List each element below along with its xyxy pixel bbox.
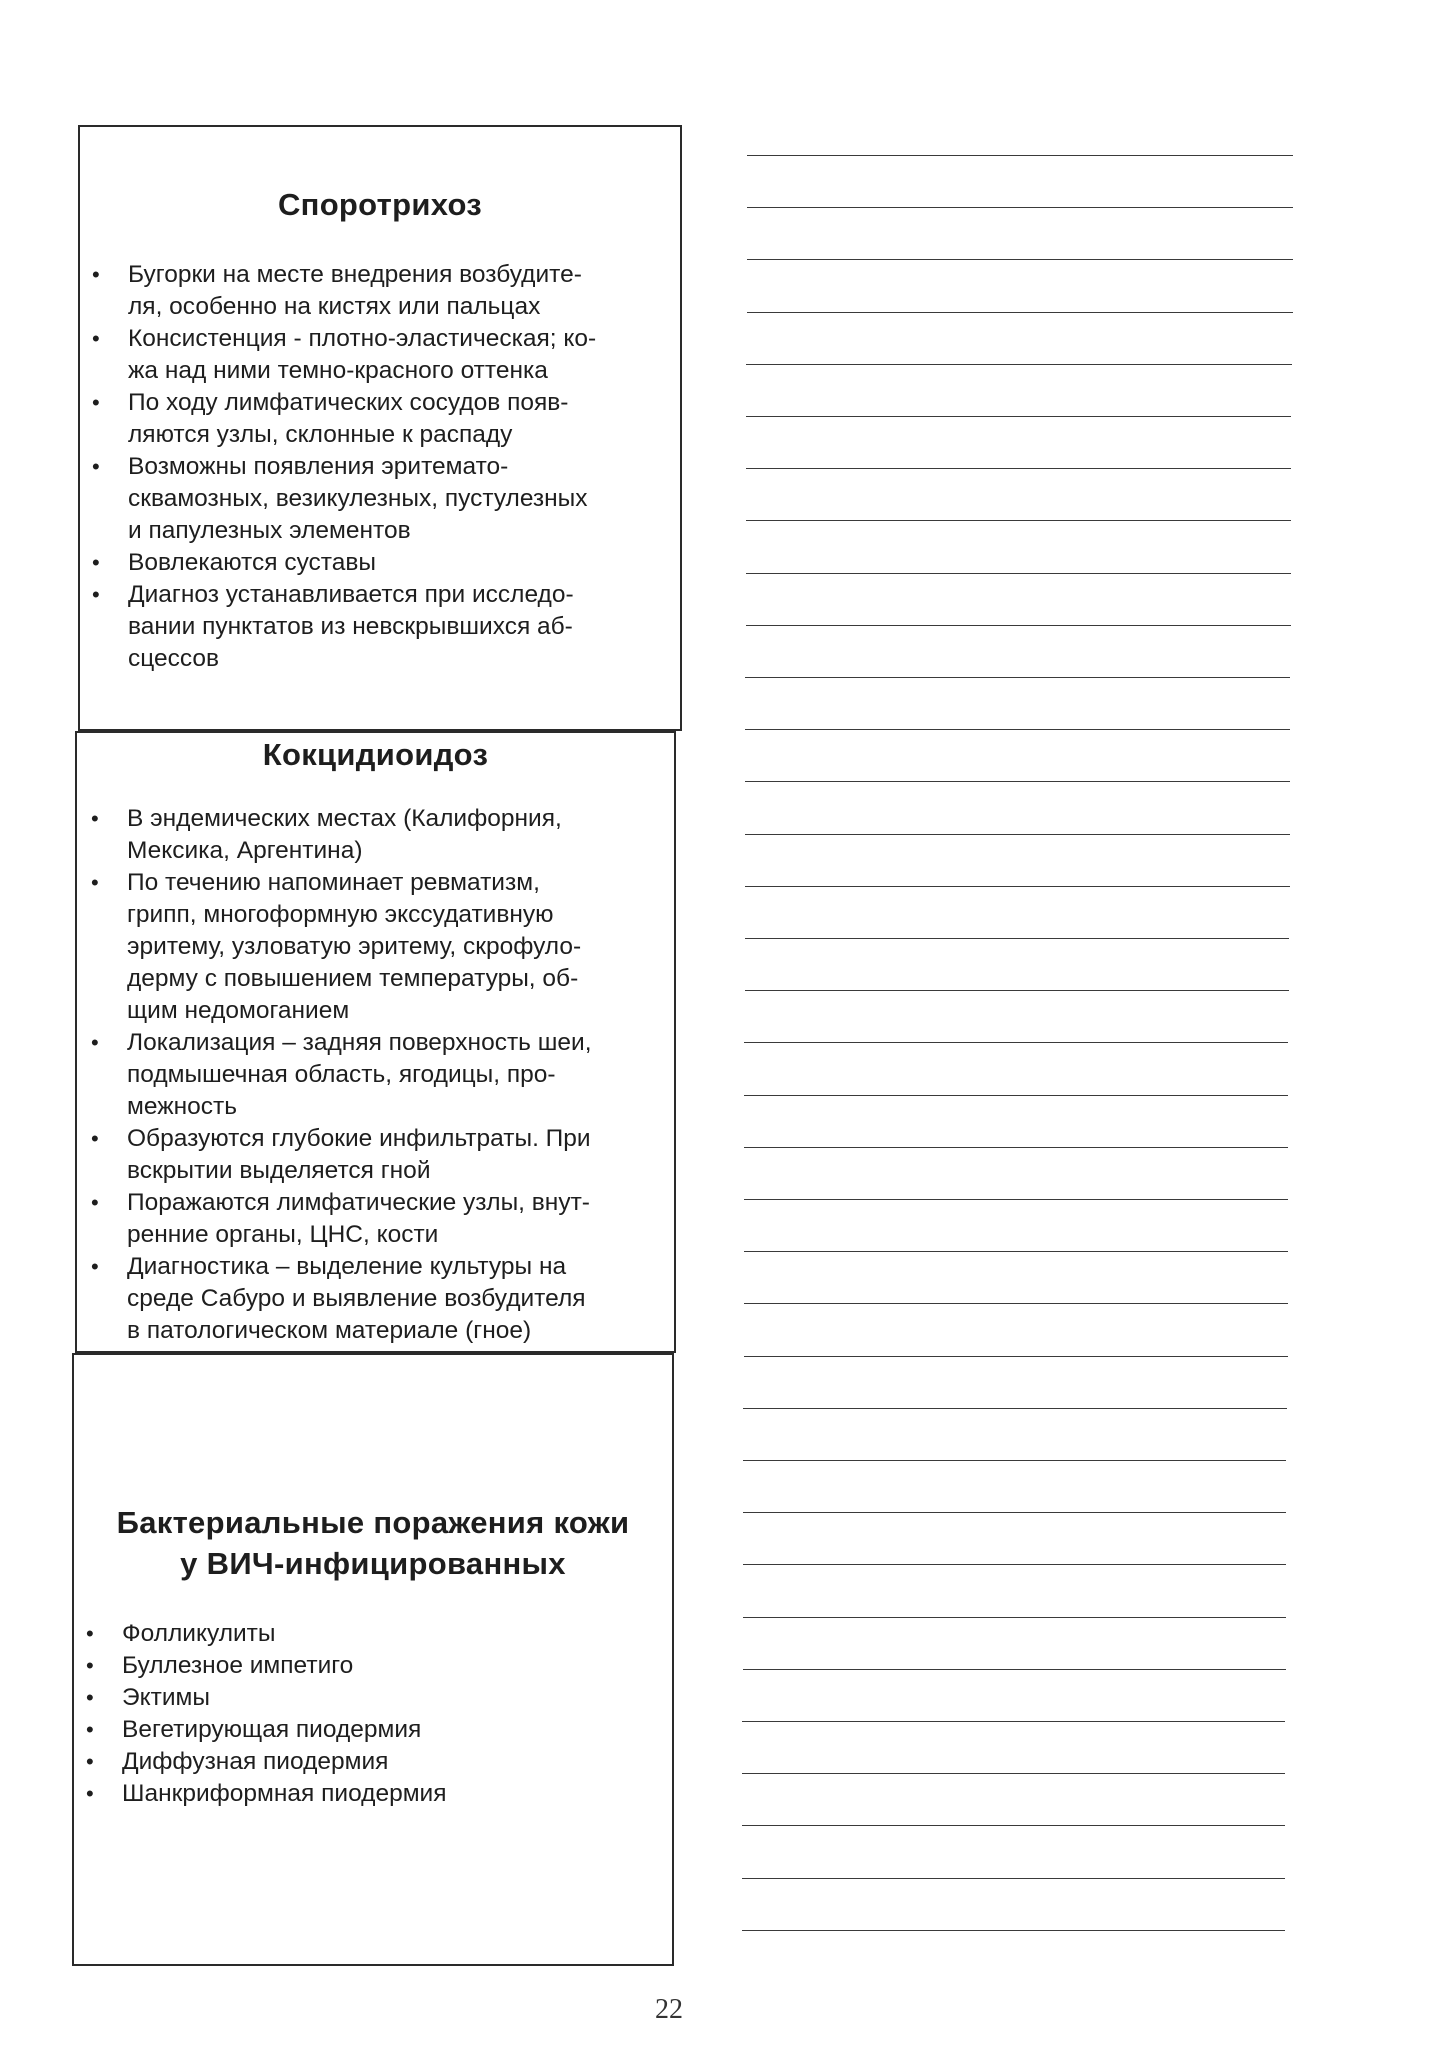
list-item-line: дерму с повышением температуры, об- xyxy=(127,965,579,992)
ruled-line xyxy=(745,677,1290,678)
list-item xyxy=(92,323,664,387)
ruled-line xyxy=(745,781,1290,782)
ruled-line xyxy=(746,364,1292,365)
list-item-line: По ходу лимфатических сосудов появ- xyxy=(128,389,569,416)
ruled-line xyxy=(746,573,1291,574)
section-title: Кокцидиоидоз xyxy=(262,737,489,772)
bullet-icon: • xyxy=(92,582,100,607)
bullet-list xyxy=(86,1618,658,1810)
list-item-line: Шанкриформная пиодермия xyxy=(122,1780,447,1807)
list-item xyxy=(92,579,664,675)
list-item-line: Вегетирующая пиодермия xyxy=(122,1716,422,1743)
list-item xyxy=(86,1682,658,1714)
list-item-line: Эктимы xyxy=(122,1684,210,1711)
ruled-line xyxy=(743,1512,1286,1513)
ruled-line xyxy=(746,520,1291,521)
list-item-line: Вовлекаются суставы xyxy=(128,549,377,576)
list-item xyxy=(92,387,664,451)
list-item-line: ля, особенно на кистях или пальцах xyxy=(128,293,541,320)
section-coccidioidomycosis xyxy=(75,731,676,1353)
list-item xyxy=(86,1746,658,1778)
list-item xyxy=(86,1618,658,1650)
bullet-icon: • xyxy=(86,1685,94,1710)
notes-ruled-lines xyxy=(745,0,1305,2050)
list-item-line: ляются узлы, склонные к распаду xyxy=(128,421,513,448)
ruled-line xyxy=(743,1669,1286,1670)
list-item-line: вскрытии выделяется гной xyxy=(127,1157,431,1184)
ruled-line xyxy=(744,1095,1288,1096)
list-item-line: межность xyxy=(127,1093,237,1120)
list-item-line: По течению напоминает ревматизм, xyxy=(127,869,540,896)
list-item-line: эритему, узловатую эритему, скрофуло- xyxy=(127,933,582,960)
list-item-line: Образуются глубокие инфильтраты. При xyxy=(127,1125,591,1152)
list-item-line: Буллезное импетиго xyxy=(122,1652,354,1679)
list-item xyxy=(91,803,663,867)
bullet-list xyxy=(91,803,663,1347)
list-item-line: Поражаются лимфатические узлы, внут- xyxy=(127,1189,590,1216)
ruled-line xyxy=(744,1042,1288,1043)
list-item-line: Возможны появления эритемато- xyxy=(128,453,509,480)
ruled-line xyxy=(743,1564,1286,1565)
ruled-line xyxy=(742,1878,1285,1879)
list-item xyxy=(92,451,664,547)
section-title-line: у ВИЧ-инфицированных xyxy=(180,1546,566,1581)
bullet-icon: • xyxy=(91,1254,99,1279)
list-item-line: в патологическом материале (гное) xyxy=(127,1317,532,1344)
bullet-icon: • xyxy=(86,1717,94,1742)
ruled-line xyxy=(745,834,1290,835)
bullet-icon: • xyxy=(91,870,99,895)
section-sporotrichosis xyxy=(78,125,682,731)
list-item-line: подмышечная область, ягодицы, про- xyxy=(127,1061,556,1088)
list-item-line: вании пунктатов из невскрывшихся аб- xyxy=(128,613,573,640)
section-title xyxy=(74,1502,672,1584)
list-item-line: Бугорки на месте внедрения возбудите- xyxy=(128,261,582,288)
bullet-icon: • xyxy=(91,806,99,831)
ruled-line xyxy=(747,312,1293,313)
bullet-icon: • xyxy=(86,1781,94,1806)
list-item xyxy=(92,547,664,579)
bullet-icon: • xyxy=(91,1030,99,1055)
list-item xyxy=(91,1251,663,1347)
list-item-line: среде Сабуро и выявление возбудителя xyxy=(127,1285,586,1312)
ruled-line xyxy=(747,259,1293,260)
list-item xyxy=(92,259,664,323)
bullet-icon: • xyxy=(92,390,100,415)
ruled-line xyxy=(742,1721,1285,1722)
ruled-line xyxy=(744,1356,1288,1357)
ruled-line xyxy=(742,1773,1285,1774)
ruled-line xyxy=(744,1199,1288,1200)
list-item-line: сцессов xyxy=(128,645,220,672)
ruled-line xyxy=(745,938,1289,939)
list-item xyxy=(91,867,663,1027)
section-title: Споротрихоз xyxy=(277,187,483,222)
bullet-icon: • xyxy=(91,1126,99,1151)
ruled-line xyxy=(743,1617,1286,1618)
list-item-line: сквамозных, везикулезных, пустулезных xyxy=(128,485,588,512)
ruled-line xyxy=(747,155,1293,156)
bullet-icon: • xyxy=(86,1621,94,1646)
bullet-list xyxy=(92,259,664,675)
list-item-line: Мексика, Аргентина) xyxy=(127,837,363,864)
ruled-line xyxy=(747,207,1293,208)
bullet-icon: • xyxy=(91,1190,99,1215)
bullet-icon: • xyxy=(92,454,100,479)
bullet-icon: • xyxy=(92,262,100,287)
ruled-line xyxy=(744,1251,1288,1252)
section-bacterial-skin-lesions xyxy=(72,1353,674,1966)
ruled-line xyxy=(745,886,1290,887)
list-item xyxy=(91,1123,663,1187)
ruled-line xyxy=(745,990,1289,991)
list-item-line: Диагноз устанавливается при исследо- xyxy=(128,581,574,608)
bullet-icon: • xyxy=(86,1653,94,1678)
list-item-line: щим недомоганием xyxy=(127,997,350,1024)
ruled-line xyxy=(744,1147,1288,1148)
ruled-line xyxy=(744,1303,1288,1304)
list-item-line: и папулезных элементов xyxy=(128,517,411,544)
ruled-line xyxy=(746,416,1291,417)
list-item-line: жа над ними темно-красного оттенка xyxy=(128,357,548,384)
list-item-line: Диагностика – выделение культуры на xyxy=(127,1253,567,1280)
bullet-icon: • xyxy=(86,1749,94,1774)
list-item xyxy=(86,1778,658,1810)
list-item xyxy=(91,1027,663,1123)
list-item-line: Консистенция - плотно-эластическая; ко- xyxy=(128,325,597,352)
section-title-line: Бактериальные поражения кожи xyxy=(116,1505,630,1540)
page-number: 22 xyxy=(655,1994,683,2025)
list-item-line: Фолликулиты xyxy=(122,1620,276,1647)
list-item-line: ренние органы, ЦНС, кости xyxy=(127,1221,439,1248)
bullet-icon: • xyxy=(92,550,100,575)
list-item-line: грипп, многоформную экссудативную xyxy=(127,901,554,928)
list-item xyxy=(91,1187,663,1251)
ruled-line xyxy=(743,1460,1286,1461)
ruled-line xyxy=(746,468,1291,469)
ruled-line xyxy=(743,1408,1287,1409)
list-item-line: Локализация – задняя поверхность шеи, xyxy=(127,1029,592,1056)
bullet-icon: • xyxy=(92,326,100,351)
list-item-line: В эндемических местах (Калифорния, xyxy=(127,805,562,832)
ruled-line xyxy=(742,1930,1285,1931)
list-item-line: Диффузная пиодермия xyxy=(122,1748,389,1775)
ruled-line xyxy=(742,1825,1285,1826)
list-item xyxy=(86,1650,658,1682)
ruled-line xyxy=(746,625,1291,626)
list-item xyxy=(86,1714,658,1746)
ruled-line xyxy=(745,729,1290,730)
